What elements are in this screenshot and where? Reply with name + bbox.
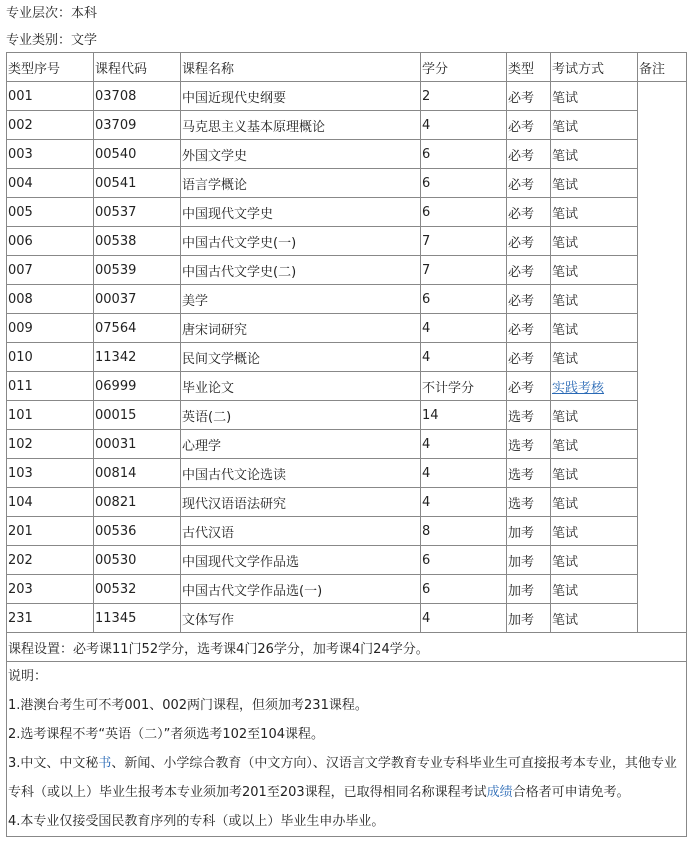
table-cell: 00821 <box>94 488 181 517</box>
table-cell: 00536 <box>94 517 181 546</box>
table-cell: 6 <box>421 169 507 198</box>
table-row <box>7 401 687 430</box>
note-1: 1.港澳台考生可不考001、002两门课程，但须加考231课程。 <box>8 698 368 713</box>
table-row <box>7 459 687 488</box>
table-row <box>7 82 687 111</box>
table-row <box>7 169 687 198</box>
table-cell: 笔试 <box>551 256 638 285</box>
table-cell: 选考 <box>507 401 551 430</box>
table-cell: 笔试 <box>551 575 638 604</box>
table-row <box>7 140 687 169</box>
book-link[interactable]: 书 <box>98 756 112 771</box>
table-header-row <box>7 53 687 82</box>
table-cell: 6 <box>421 285 507 314</box>
header-cell: 类型 <box>507 53 551 82</box>
table-cell: 中国现代文学史 <box>181 198 421 227</box>
table-cell: 心理学 <box>181 430 421 459</box>
table-cell: 笔试 <box>551 517 638 546</box>
note-3-text: 、新闻、小学综合教育（中文方向）、汉语言文学教育专业专科毕业生可直接报考本专业，其他专业专科（或以上）毕业生报考本专业须加考201至203课程，已取得相同名称课程考试 <box>8 756 677 800</box>
table-cell: 00537 <box>94 198 181 227</box>
table-cell: 231 <box>7 604 94 633</box>
table-cell: 加考 <box>507 517 551 546</box>
table-cell: 00037 <box>94 285 181 314</box>
table-cell: 笔试 <box>551 343 638 372</box>
table-row <box>7 285 687 314</box>
table-cell: 必考 <box>507 111 551 140</box>
table-cell: 选考 <box>507 488 551 517</box>
table-cell: 00541 <box>94 169 181 198</box>
table-cell: 4 <box>421 430 507 459</box>
table-cell: 笔试 <box>551 459 638 488</box>
table-row <box>7 227 687 256</box>
table-cell: 现代汉语语法研究 <box>181 488 421 517</box>
table-row <box>7 111 687 140</box>
table-cell: 毕业论文 <box>181 372 421 401</box>
note-3 <box>8 749 685 807</box>
header-cell: 备注 <box>638 53 687 82</box>
table-cell: 必考 <box>507 343 551 372</box>
table-cell: 笔试 <box>551 169 638 198</box>
table-cell <box>551 372 638 401</box>
table-cell: 加考 <box>507 604 551 633</box>
table-cell: 103 <box>7 459 94 488</box>
table-cell: 笔试 <box>551 314 638 343</box>
table-cell: 中国古代文学史(一) <box>181 227 421 256</box>
header-cell: 学分 <box>421 53 507 82</box>
table-cell: 101 <box>7 401 94 430</box>
table-cell: 6 <box>421 140 507 169</box>
table-cell: 002 <box>7 111 94 140</box>
table-cell: 唐宋词研究 <box>181 314 421 343</box>
table-cell: 古代汉语 <box>181 517 421 546</box>
table-cell: 009 <box>7 314 94 343</box>
table-row <box>7 575 687 604</box>
table-cell: 笔试 <box>551 111 638 140</box>
header-cell: 类型序号 <box>7 53 94 82</box>
notes-title: 说明： <box>8 669 48 684</box>
table-cell: 00015 <box>94 401 181 430</box>
table-cell: 中国古代文学史(二) <box>181 256 421 285</box>
table-cell: 笔试 <box>551 430 638 459</box>
table-cell: 6 <box>421 575 507 604</box>
header-cell: 课程名称 <box>181 53 421 82</box>
table-cell: 必考 <box>507 285 551 314</box>
table-cell: 03709 <box>94 111 181 140</box>
table-cell: 2 <box>421 82 507 111</box>
table-cell: 104 <box>7 488 94 517</box>
table-cell: 202 <box>7 546 94 575</box>
table-cell: 00814 <box>94 459 181 488</box>
table-cell: 00538 <box>94 227 181 256</box>
table-cell: 4 <box>421 111 507 140</box>
table-cell: 00532 <box>94 575 181 604</box>
table-cell: 011 <box>7 372 94 401</box>
table-cell: 00539 <box>94 256 181 285</box>
note-3-text: 合格者可申请免考。 <box>512 785 630 800</box>
table-cell: 14 <box>421 401 507 430</box>
remarks-cell <box>638 82 687 633</box>
table-cell: 11345 <box>94 604 181 633</box>
table-cell: 必考 <box>507 256 551 285</box>
table-cell: 00530 <box>94 546 181 575</box>
table-cell: 笔试 <box>551 488 638 517</box>
table-cell: 不计学分 <box>421 372 507 401</box>
table-cell: 6 <box>421 198 507 227</box>
table-row <box>7 314 687 343</box>
table-cell: 笔试 <box>551 604 638 633</box>
table-cell: 中国古代文论选读 <box>181 459 421 488</box>
major-category: 专业类别：文学 <box>6 33 98 48</box>
table-cell: 加考 <box>507 546 551 575</box>
table-cell: 003 <box>7 140 94 169</box>
table-cell: 4 <box>421 314 507 343</box>
table-cell: 06999 <box>94 372 181 401</box>
table-cell: 201 <box>7 517 94 546</box>
table-cell: 笔试 <box>551 140 638 169</box>
table-row <box>7 198 687 227</box>
table-cell: 03708 <box>94 82 181 111</box>
major-level: 专业层次：本科 <box>6 6 98 21</box>
table-cell: 7 <box>421 227 507 256</box>
table-cell: 笔试 <box>551 82 638 111</box>
note-4: 4.本专业仅接受国民教育序列的专科（或以上）毕业生申办毕业。 <box>8 814 385 829</box>
table-cell: 00540 <box>94 140 181 169</box>
table-cell: 外国文学史 <box>181 140 421 169</box>
table-cell: 4 <box>421 459 507 488</box>
table-row <box>7 517 687 546</box>
note-2: 2.选考课程不考“英语（二）”者须选考102至104课程。 <box>8 727 324 742</box>
table-cell: 7 <box>421 256 507 285</box>
table-cell: 006 <box>7 227 94 256</box>
table-cell: 选考 <box>507 459 551 488</box>
table-cell: 010 <box>7 343 94 372</box>
header-cell: 考试方式 <box>551 53 638 82</box>
table-row <box>7 343 687 372</box>
table-cell: 必考 <box>507 314 551 343</box>
table-cell: 00031 <box>94 430 181 459</box>
table-cell: 中国近现代史纲要 <box>181 82 421 111</box>
table-cell: 必考 <box>507 372 551 401</box>
table-cell: 选考 <box>507 430 551 459</box>
score-link[interactable]: 成绩 <box>486 785 513 800</box>
notes-cell <box>7 662 687 837</box>
table-cell: 语言学概论 <box>181 169 421 198</box>
table-cell: 005 <box>7 198 94 227</box>
table-cell: 必考 <box>507 140 551 169</box>
table-cell: 笔试 <box>551 227 638 256</box>
table-cell: 必考 <box>507 82 551 111</box>
table-cell: 008 <box>7 285 94 314</box>
table-cell: 203 <box>7 575 94 604</box>
table-cell: 必考 <box>507 169 551 198</box>
course-summary: 课程设置：必考课11门52学分，选考课4门26学分，加考课4门24学分。 <box>7 633 687 662</box>
table-cell: 8 <box>421 517 507 546</box>
table-cell: 英语(二) <box>181 401 421 430</box>
note-3-text: 3.中文、中文秘 <box>8 756 99 771</box>
table-cell: 笔试 <box>551 198 638 227</box>
practice-exam-link[interactable]: 实践考核 <box>552 380 605 396</box>
table-cell: 004 <box>7 169 94 198</box>
table-cell: 007 <box>7 256 94 285</box>
table-cell: 07564 <box>94 314 181 343</box>
course-table <box>6 52 687 837</box>
table-cell: 必考 <box>507 227 551 256</box>
table-cell: 笔试 <box>551 546 638 575</box>
table-cell: 4 <box>421 343 507 372</box>
table-cell: 马克思主义基本原理概论 <box>181 111 421 140</box>
table-cell: 美学 <box>181 285 421 314</box>
table-cell: 必考 <box>507 198 551 227</box>
table-cell: 加考 <box>507 575 551 604</box>
table-cell: 中国古代文学作品选(一) <box>181 575 421 604</box>
table-row <box>7 256 687 285</box>
table-row <box>7 372 687 401</box>
table-cell: 笔试 <box>551 285 638 314</box>
table-cell: 民间文学概论 <box>181 343 421 372</box>
table-row <box>7 488 687 517</box>
table-cell: 4 <box>421 604 507 633</box>
table-cell: 6 <box>421 546 507 575</box>
table-row <box>7 430 687 459</box>
table-cell: 中国现代文学作品选 <box>181 546 421 575</box>
table-cell: 102 <box>7 430 94 459</box>
table-cell: 4 <box>421 488 507 517</box>
table-cell: 11342 <box>94 343 181 372</box>
header-cell: 课程代码 <box>94 53 181 82</box>
table-row <box>7 546 687 575</box>
table-cell: 笔试 <box>551 401 638 430</box>
table-cell: 001 <box>7 82 94 111</box>
table-cell: 文体写作 <box>181 604 421 633</box>
table-row <box>7 604 687 633</box>
